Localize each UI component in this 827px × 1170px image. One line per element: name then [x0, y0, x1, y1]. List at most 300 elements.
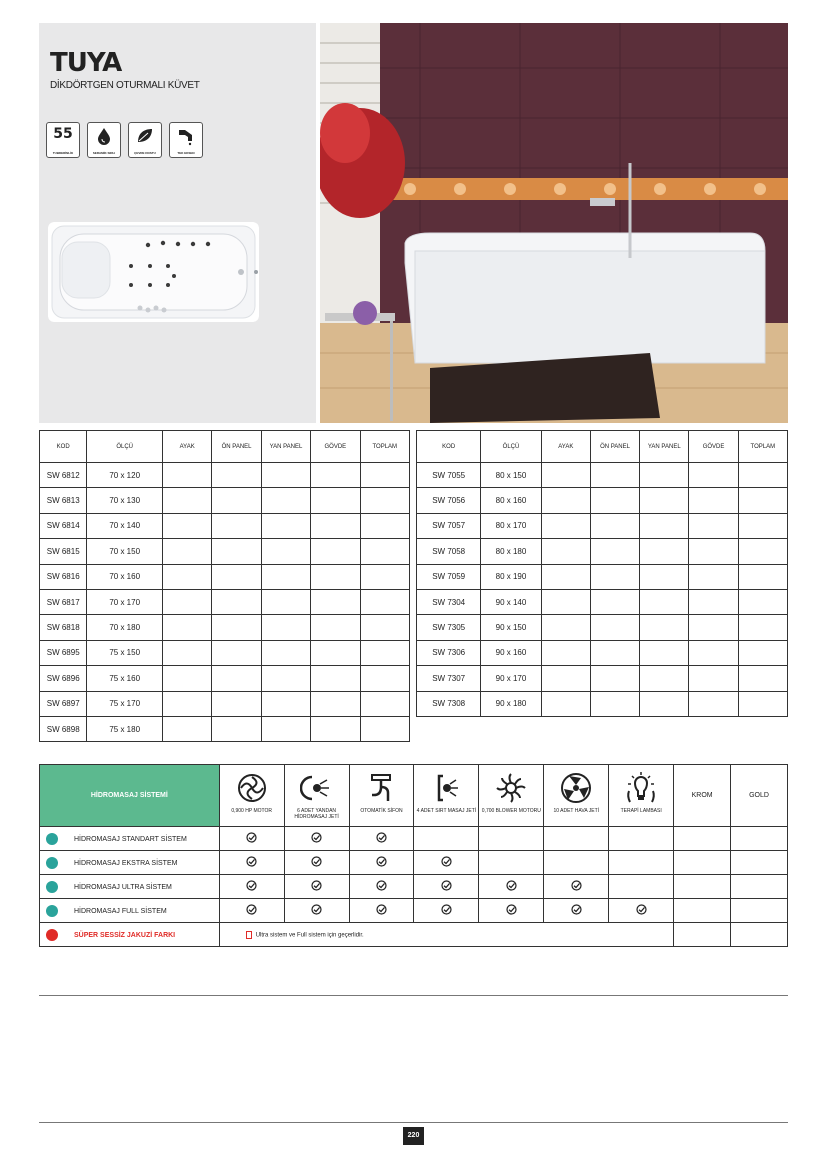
table-row: [417, 513, 788, 538]
hydro-title: HİDROMASAJ SİSTEMİ: [40, 765, 220, 827]
cell-size: 75 x 180: [87, 716, 163, 741]
check-cell: [349, 827, 414, 851]
cell-code: SW 6895: [40, 640, 87, 665]
cell-code: SW 7305: [417, 615, 481, 640]
cell-empty[interactable]: [162, 640, 211, 665]
finish-cell-empty[interactable]: [731, 875, 788, 899]
table-header-row: [40, 431, 410, 463]
cell-empty[interactable]: [541, 539, 590, 564]
cell-empty[interactable]: [590, 589, 639, 614]
check-icon: [311, 856, 322, 867]
check-cell: [479, 899, 544, 923]
siphon-icon: [364, 771, 398, 805]
cell-empty[interactable]: [212, 513, 261, 538]
cell-empty[interactable]: [311, 539, 360, 564]
teal-dot-icon: [46, 881, 58, 893]
cell-code: SW 6898: [40, 716, 87, 741]
cell-empty[interactable]: [212, 488, 261, 513]
cell-empty[interactable]: [590, 513, 639, 538]
cell-empty[interactable]: [640, 589, 689, 614]
col-header-code: KOD: [40, 431, 87, 463]
divider: [39, 995, 788, 996]
cell-size: 90 x 180: [481, 691, 541, 716]
cell-empty[interactable]: [360, 716, 409, 741]
cell-size: 75 x 170: [87, 691, 163, 716]
cell-empty[interactable]: [162, 539, 211, 564]
cell-size: 80 x 190: [481, 564, 541, 589]
cell-empty[interactable]: [640, 564, 689, 589]
table-row: [40, 513, 410, 538]
size-table-left: [39, 430, 410, 742]
cell-empty[interactable]: [640, 488, 689, 513]
cell-code: SW 7304: [417, 589, 481, 614]
cell-empty[interactable]: [541, 488, 590, 513]
finish-cell-empty[interactable]: [674, 875, 731, 899]
check-cell: [219, 899, 284, 923]
finish-cell-empty[interactable]: [674, 851, 731, 875]
cell-empty[interactable]: [541, 564, 590, 589]
teal-dot-icon: [46, 857, 58, 869]
feature-air-jets: 10 ADET HAVA JETİ: [544, 765, 609, 827]
badge-label: TUBDERİNLİK: [52, 151, 74, 155]
depth-value: 55: [53, 126, 73, 142]
cell-empty[interactable]: [738, 640, 787, 665]
check-cell: [544, 875, 609, 899]
cell-code: SW 6896: [40, 666, 87, 691]
system-label-cell: [40, 827, 220, 851]
cell-empty[interactable]: [640, 513, 689, 538]
cell-empty[interactable]: [311, 615, 360, 640]
table-row: [417, 488, 788, 513]
table-row: [417, 615, 788, 640]
cell-code: SW 6812: [40, 463, 87, 488]
cell-empty[interactable]: [590, 691, 639, 716]
col-header-front-panel: ÖN PANEL: [590, 431, 639, 463]
empty-cell: [609, 827, 674, 851]
cell-empty[interactable]: [689, 488, 738, 513]
feature-therapy-lamp: TERAPİ LAMBASI: [609, 765, 674, 827]
faucet-badge: [169, 122, 203, 158]
cell-code: SW 6813: [40, 488, 87, 513]
cell-empty[interactable]: [590, 615, 639, 640]
finish-cell-empty[interactable]: [731, 899, 788, 923]
cell-code: SW 7308: [417, 691, 481, 716]
eco-badge: [128, 122, 162, 158]
teal-dot-icon: [46, 905, 58, 917]
cell-code: SW 6814: [40, 513, 87, 538]
product-title: TUYA: [50, 48, 122, 78]
bathroom-scene-image: [320, 23, 788, 423]
cell-size: 75 x 160: [87, 666, 163, 691]
cell-empty[interactable]: [360, 615, 409, 640]
cell-empty[interactable]: [261, 513, 310, 538]
cell-empty[interactable]: [590, 564, 639, 589]
col-header-side-panel: YAN PANEL: [261, 431, 310, 463]
table-row: [40, 564, 410, 589]
finish-chrome: KROM: [674, 765, 731, 827]
cell-empty[interactable]: [738, 513, 787, 538]
feature-badges: [46, 122, 203, 158]
cell-empty[interactable]: [738, 615, 787, 640]
cell-empty[interactable]: [590, 666, 639, 691]
cell-empty[interactable]: [541, 615, 590, 640]
table-row: [40, 666, 410, 691]
cell-empty[interactable]: [311, 589, 360, 614]
cell-empty[interactable]: [541, 463, 590, 488]
empty-cell: [479, 827, 544, 851]
check-icon: [441, 904, 452, 915]
cell-code: SW 6816: [40, 564, 87, 589]
cell-empty[interactable]: [212, 640, 261, 665]
cell-empty[interactable]: [212, 564, 261, 589]
table-row: [40, 716, 410, 741]
table-row: [417, 691, 788, 716]
cell-empty[interactable]: [689, 564, 738, 589]
feature-back-jets: 4 ADET SIRT MASAJ JETİ: [414, 765, 479, 827]
cell-empty[interactable]: [261, 691, 310, 716]
finish-gold: GOLD: [731, 765, 788, 827]
cell-code: SW 7057: [417, 513, 481, 538]
cell-empty[interactable]: [738, 691, 787, 716]
col-header-foot: AYAK: [162, 431, 211, 463]
cell-empty[interactable]: [689, 615, 738, 640]
col-header-side-panel: YAN PANEL: [640, 431, 689, 463]
cell-empty[interactable]: [162, 513, 211, 538]
check-icon: [246, 856, 257, 867]
red-dot-icon: [46, 929, 58, 941]
silent-row: [40, 923, 788, 947]
col-header-size: ÖLÇÜ: [87, 431, 163, 463]
empty-cell: [479, 851, 544, 875]
check-icon: [636, 904, 647, 915]
table-row: [40, 589, 410, 614]
check-icon: [506, 880, 517, 891]
check-icon: [311, 832, 322, 843]
finish-cell-empty[interactable]: [731, 827, 788, 851]
cell-code: SW 6817: [40, 589, 87, 614]
check-cell: [479, 875, 544, 899]
cell-size: 70 x 160: [87, 564, 163, 589]
product-subtitle: DİKDÖRTGEN OTURMALI KÜVET: [50, 80, 200, 91]
system-label-cell: [40, 875, 220, 899]
cell-size: 80 x 160: [481, 488, 541, 513]
cell-empty[interactable]: [738, 589, 787, 614]
col-header-total: TOPLAM: [360, 431, 409, 463]
cell-empty[interactable]: [360, 539, 409, 564]
cell-code: SW 7056: [417, 488, 481, 513]
cell-empty[interactable]: [360, 666, 409, 691]
table-row: [40, 463, 410, 488]
check-icon: [246, 880, 257, 891]
cell-code: SW 7058: [417, 539, 481, 564]
cell-empty[interactable]: [541, 640, 590, 665]
check-cell: [284, 875, 349, 899]
cell-empty[interactable]: [311, 463, 360, 488]
table-row: [417, 463, 788, 488]
cell-code: SW 6897: [40, 691, 87, 716]
check-cell: [284, 851, 349, 875]
cell-empty[interactable]: [311, 691, 360, 716]
cell-empty[interactable]: [689, 691, 738, 716]
feature-blower: 0,700 BLOWER MOTORU: [479, 765, 544, 827]
cell-empty[interactable]: [162, 564, 211, 589]
cell-empty[interactable]: [261, 589, 310, 614]
empty-cell: [609, 875, 674, 899]
check-cell: [284, 899, 349, 923]
check-cell: [219, 827, 284, 851]
teal-dot-icon: [46, 833, 58, 845]
blower-icon: [494, 771, 528, 805]
badge-label: SERAMİK SIRLI: [92, 151, 116, 155]
empty-cell: [609, 851, 674, 875]
cell-empty[interactable]: [162, 615, 211, 640]
back-jet-icon: [429, 771, 463, 805]
cell-empty[interactable]: [590, 640, 639, 665]
finish-cell-empty[interactable]: [674, 899, 731, 923]
col-header-body: GÖVDE: [689, 431, 738, 463]
cell-empty[interactable]: [640, 615, 689, 640]
empty-cell: [674, 923, 731, 947]
cell-empty[interactable]: [162, 463, 211, 488]
cell-size: 75 x 150: [87, 640, 163, 665]
check-cell: [544, 899, 609, 923]
cell-empty[interactable]: [689, 666, 738, 691]
check-cell: [414, 851, 479, 875]
cell-empty[interactable]: [261, 640, 310, 665]
cell-empty[interactable]: [738, 539, 787, 564]
cell-empty[interactable]: [311, 488, 360, 513]
cell-size: 70 x 150: [87, 539, 163, 564]
system-name: HİDROMASAJ EKSTRA SİSTEM: [74, 859, 178, 867]
cell-size: 70 x 170: [87, 589, 163, 614]
cell-empty[interactable]: [311, 513, 360, 538]
tub-top-view-image: [48, 222, 259, 322]
cell-empty[interactable]: [261, 666, 310, 691]
table-row: [40, 615, 410, 640]
cell-empty[interactable]: [212, 463, 261, 488]
table-row: [417, 666, 788, 691]
page-number: 220: [403, 1127, 424, 1145]
silent-label: SÜPER SESSİZ JAKUZİ FARKI: [74, 931, 176, 939]
table-row: [417, 564, 788, 589]
lamp-icon: [624, 771, 658, 805]
cell-size: 70 x 130: [87, 488, 163, 513]
system-row: [40, 875, 788, 899]
feature-side-jets: 6 ADET YANDAN HİDROMASAJ JETİ: [284, 765, 349, 827]
check-cell: [414, 875, 479, 899]
system-row: [40, 851, 788, 875]
cell-empty[interactable]: [590, 488, 639, 513]
system-name: HİDROMASAJ STANDART SİSTEM: [74, 835, 187, 843]
silent-note-cell: [219, 923, 673, 947]
cell-empty[interactable]: [640, 539, 689, 564]
table-row: [417, 589, 788, 614]
cell-empty[interactable]: [689, 513, 738, 538]
check-icon: [441, 856, 452, 867]
col-header-foot: AYAK: [541, 431, 590, 463]
silent-label-cell: [40, 923, 220, 947]
cell-empty[interactable]: [360, 463, 409, 488]
check-cell: [284, 827, 349, 851]
cell-empty[interactable]: [261, 615, 310, 640]
cell-empty[interactable]: [212, 589, 261, 614]
empty-cell: [731, 923, 788, 947]
cell-empty[interactable]: [162, 666, 211, 691]
cell-empty[interactable]: [541, 589, 590, 614]
feature-auto-siphon: OTOMATİK SİFON: [349, 765, 414, 827]
cell-empty[interactable]: [640, 640, 689, 665]
system-row: [40, 827, 788, 851]
col-header-body: GÖVDE: [311, 431, 360, 463]
cell-empty[interactable]: [360, 589, 409, 614]
check-cell: [349, 875, 414, 899]
cell-empty[interactable]: [212, 691, 261, 716]
cell-empty[interactable]: [311, 716, 360, 741]
table-row: [40, 640, 410, 665]
cell-empty[interactable]: [689, 640, 738, 665]
silent-note: Ultra sistem ve Full sistem için geçerlidir.: [255, 932, 364, 939]
check-cell: [219, 851, 284, 875]
cell-empty[interactable]: [360, 691, 409, 716]
col-header-front-panel: ÖN PANEL: [212, 431, 261, 463]
hydro-header-row: [40, 765, 788, 827]
drop-icon: [94, 126, 114, 146]
cell-empty[interactable]: [640, 463, 689, 488]
faucet-icon: [176, 126, 196, 146]
cell-empty[interactable]: [311, 564, 360, 589]
empty-cell: [414, 827, 479, 851]
cell-size: 70 x 140: [87, 513, 163, 538]
cell-empty[interactable]: [689, 589, 738, 614]
check-cell: [349, 899, 414, 923]
cell-size: 90 x 170: [481, 666, 541, 691]
table-header-row: [417, 431, 788, 463]
cell-empty[interactable]: [212, 666, 261, 691]
system-row: [40, 899, 788, 923]
check-icon: [311, 880, 322, 891]
cell-empty[interactable]: [311, 666, 360, 691]
check-icon: [246, 904, 257, 915]
cell-empty[interactable]: [689, 463, 738, 488]
check-icon: [506, 904, 517, 915]
cell-empty[interactable]: [590, 463, 639, 488]
col-header-total: TOPLAM: [738, 431, 787, 463]
finish-cell-empty[interactable]: [674, 827, 731, 851]
cell-empty[interactable]: [261, 488, 310, 513]
cell-empty[interactable]: [261, 539, 310, 564]
depth-badge: [46, 122, 80, 158]
check-cell: [219, 875, 284, 899]
cell-size: 90 x 140: [481, 589, 541, 614]
note-marker-icon: [246, 931, 252, 939]
cell-code: SW 7055: [417, 463, 481, 488]
cell-size: 80 x 180: [481, 539, 541, 564]
cell-empty[interactable]: [541, 666, 590, 691]
cell-empty[interactable]: [360, 564, 409, 589]
badge-label: TEK EKSEN: [177, 151, 195, 155]
feature-motor: 0,900 HP MOTOR: [219, 765, 284, 827]
hydromassage-table: [39, 764, 788, 947]
cell-size: 70 x 180: [87, 615, 163, 640]
cell-empty[interactable]: [738, 488, 787, 513]
table-row: [417, 539, 788, 564]
check-cell: [414, 899, 479, 923]
table-row: [40, 539, 410, 564]
check-icon: [246, 832, 257, 843]
empty-cell: [544, 827, 609, 851]
cell-empty[interactable]: [360, 488, 409, 513]
cell-size: 70 x 120: [87, 463, 163, 488]
system-name: HİDROMASAJ ULTRA SİSTEM: [74, 883, 172, 891]
cell-code: SW 6818: [40, 615, 87, 640]
cell-empty[interactable]: [162, 716, 211, 741]
cell-empty[interactable]: [360, 640, 409, 665]
cell-size: 80 x 150: [481, 463, 541, 488]
cell-empty[interactable]: [261, 716, 310, 741]
check-icon: [311, 904, 322, 915]
table-row: [417, 640, 788, 665]
empty-cell: [544, 851, 609, 875]
cell-code: SW 7307: [417, 666, 481, 691]
cell-empty[interactable]: [212, 716, 261, 741]
air-jet-icon: [559, 771, 593, 805]
cell-empty[interactable]: [738, 666, 787, 691]
cell-code: SW 6815: [40, 539, 87, 564]
cell-empty[interactable]: [311, 640, 360, 665]
check-icon: [376, 880, 387, 891]
side-jet-icon: [300, 771, 334, 805]
cell-empty[interactable]: [738, 564, 787, 589]
cell-empty[interactable]: [212, 539, 261, 564]
cell-empty[interactable]: [162, 691, 211, 716]
cell-empty[interactable]: [541, 513, 590, 538]
cell-empty[interactable]: [689, 539, 738, 564]
cell-empty[interactable]: [640, 666, 689, 691]
cell-empty[interactable]: [212, 615, 261, 640]
finish-cell-empty[interactable]: [731, 851, 788, 875]
system-label-cell: [40, 851, 220, 875]
leaf-icon: [135, 126, 155, 146]
motor-icon: [235, 771, 269, 805]
check-icon: [376, 904, 387, 915]
check-icon: [571, 880, 582, 891]
check-icon: [571, 904, 582, 915]
system-label-cell: [40, 899, 220, 923]
check-icon: [376, 856, 387, 867]
cell-code: SW 7059: [417, 564, 481, 589]
cell-empty[interactable]: [162, 589, 211, 614]
cell-empty[interactable]: [738, 463, 787, 488]
check-icon: [441, 880, 452, 891]
glaze-badge: [87, 122, 121, 158]
cell-empty[interactable]: [261, 463, 310, 488]
cell-empty[interactable]: [640, 691, 689, 716]
size-table-right: [416, 430, 788, 717]
cell-size: 90 x 150: [481, 615, 541, 640]
cell-empty[interactable]: [360, 513, 409, 538]
col-header-code: KOD: [417, 431, 481, 463]
table-row: [40, 488, 410, 513]
badge-label: ÇEVRE DOSTU: [134, 151, 156, 155]
cell-empty[interactable]: [590, 539, 639, 564]
check-icon: [376, 832, 387, 843]
col-header-size: ÖLÇÜ: [481, 431, 541, 463]
cell-empty[interactable]: [162, 488, 211, 513]
cell-empty[interactable]: [261, 564, 310, 589]
cell-empty[interactable]: [541, 691, 590, 716]
table-row: [40, 691, 410, 716]
cell-size: 80 x 170: [481, 513, 541, 538]
